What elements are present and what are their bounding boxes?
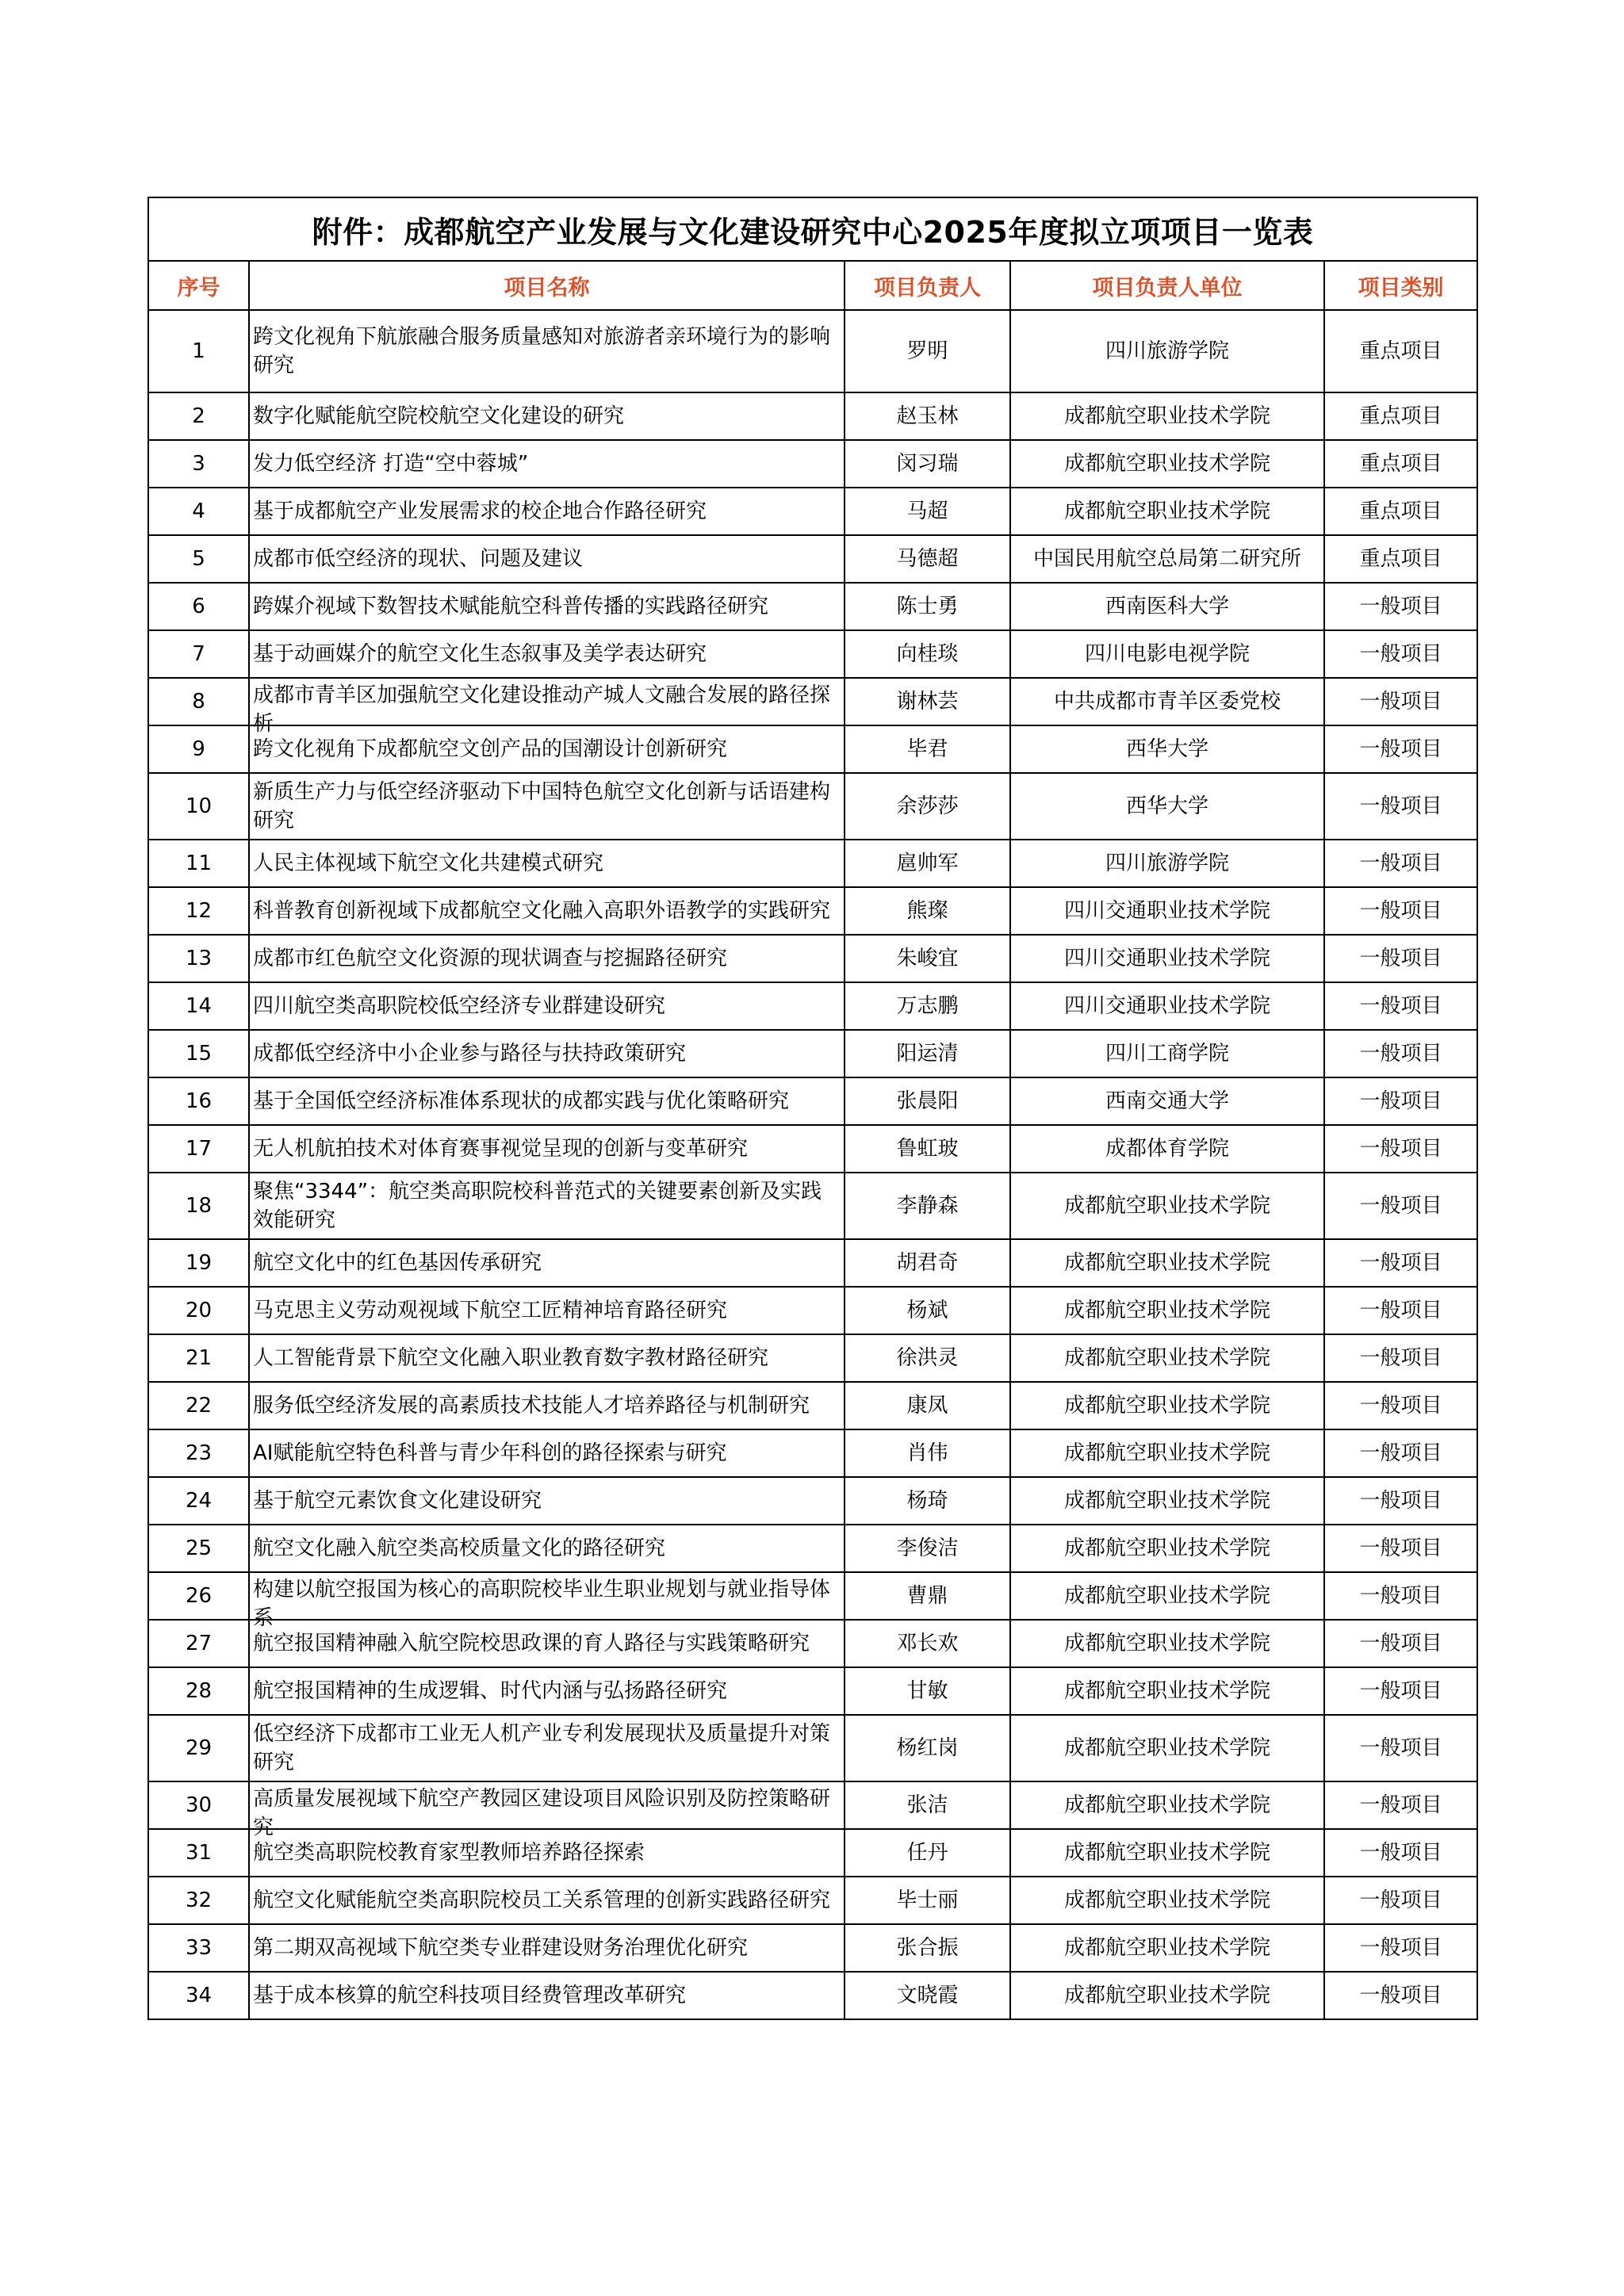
cell-unit: 成都航空职业技术学院 <box>1010 1667 1324 1715</box>
cell-category: 一般项目 <box>1324 1620 1477 1667</box>
cell-project-name <box>249 1334 845 1382</box>
cell-leader: 文晓霞 <box>845 1972 1010 2019</box>
cell-project-name <box>249 1667 845 1715</box>
cell-project-name <box>249 1829 845 1877</box>
cell-category: 一般项目 <box>1324 583 1477 630</box>
table-row <box>148 840 1477 887</box>
cell-project-name <box>249 982 845 1030</box>
cell-no: 25 <box>148 1525 249 1572</box>
project-name-text: 高质量发展视域下航空产教园区建设项目风险识别及防控策略研究 <box>253 1787 831 1839</box>
project-table <box>147 197 1478 2020</box>
cell-unit: 成都航空职业技术学院 <box>1010 1239 1324 1287</box>
cell-category: 一般项目 <box>1324 1924 1477 1972</box>
project-name-text: 基于航空元素饮食文化建设研究 <box>253 1489 542 1513</box>
cell-category: 一般项目 <box>1324 887 1477 935</box>
cell-project-name <box>249 1877 845 1924</box>
cell-category: 一般项目 <box>1324 630 1477 678</box>
project-name-text: 航空文化赋能航空类高职院校员工关系管理的创新实践路径研究 <box>253 1888 831 1912</box>
project-name-text: 发力低空经济 打造“空中蓉城” <box>253 452 529 476</box>
cell-no: 19 <box>148 1239 249 1287</box>
cell-category: 重点项目 <box>1324 392 1477 440</box>
table-row <box>148 1125 1477 1173</box>
cell-project-name <box>249 1477 845 1525</box>
cell-leader: 甘敏 <box>845 1667 1010 1715</box>
cell-leader: 万志鹏 <box>845 982 1010 1030</box>
table-row <box>148 1334 1477 1382</box>
cell-unit: 成都航空职业技术学院 <box>1010 1877 1324 1924</box>
project-name-text: 成都市红色航空文化资源的现状调查与挖掘路径研究 <box>253 947 728 970</box>
cell-no: 30 <box>148 1781 249 1829</box>
cell-leader: 张晨阳 <box>845 1077 1010 1125</box>
cell-category: 一般项目 <box>1324 1877 1477 1924</box>
cell-project-name <box>249 1781 845 1839</box>
cell-leader: 扈帅军 <box>845 840 1010 887</box>
cell-leader: 阳运清 <box>845 1030 1010 1077</box>
cell-unit: 成都航空职业技术学院 <box>1010 1620 1324 1667</box>
cell-unit: 四川旅游学院 <box>1010 840 1324 887</box>
cell-leader: 陈士勇 <box>845 583 1010 630</box>
cell-category: 重点项目 <box>1324 440 1477 488</box>
cell-unit: 成都航空职业技术学院 <box>1010 1525 1324 1572</box>
project-name-text: 成都市低空经济的现状、问题及建议 <box>253 547 584 571</box>
project-name-text: 航空类高职院校教育家型教师培养路径探索 <box>253 1841 645 1865</box>
table-row <box>148 630 1477 678</box>
cell-category: 一般项目 <box>1324 1429 1477 1477</box>
cell-unit: 成都航空职业技术学院 <box>1010 488 1324 535</box>
cell-unit: 成都航空职业技术学院 <box>1010 392 1324 440</box>
project-name-text: 基于成都航空产业发展需求的校企地合作路径研究 <box>253 499 707 523</box>
project-name-text: 低空经济下成都市工业无人机产业专利发展现状及质量提升对策研究 <box>253 1722 831 1774</box>
table-row <box>148 887 1477 935</box>
cell-unit: 成都航空职业技术学院 <box>1010 1781 1324 1829</box>
cell-category: 一般项目 <box>1324 1781 1477 1829</box>
cell-category: 一般项目 <box>1324 1173 1477 1239</box>
project-name-text: 基于动画媒介的航空文化生态叙事及美学表达研究 <box>253 642 707 666</box>
project-name-text: 基于成本核算的航空科技项目经费管理改革研究 <box>253 1984 687 2007</box>
cell-no: 9 <box>148 725 249 773</box>
cell-leader: 熊璨 <box>845 887 1010 935</box>
cell-project-name <box>249 1620 845 1667</box>
project-name-text: 基于全国低空经济标准体系现状的成都实践与优化策略研究 <box>253 1089 790 1113</box>
table-row <box>148 310 1477 392</box>
cell-project-name <box>249 1572 845 1630</box>
cell-unit: 四川旅游学院 <box>1010 310 1324 392</box>
cell-unit: 四川工商学院 <box>1010 1030 1324 1077</box>
project-name-text: 数字化赋能航空院校航空文化建设的研究 <box>253 404 625 428</box>
cell-unit: 成都航空职业技术学院 <box>1010 440 1324 488</box>
cell-project-name <box>249 1077 845 1125</box>
table-row <box>148 392 1477 440</box>
cell-no: 6 <box>148 583 249 630</box>
cell-no: 18 <box>148 1173 249 1239</box>
cell-project-name <box>249 1287 845 1334</box>
cell-unit: 西南交通大学 <box>1010 1077 1324 1125</box>
cell-leader: 曹鼎 <box>845 1572 1010 1620</box>
cell-leader: 谢林芸 <box>845 678 1010 725</box>
cell-project-name <box>249 583 845 630</box>
cell-project-name <box>249 630 845 678</box>
project-list-sheet <box>147 197 1477 2020</box>
cell-leader: 张合振 <box>845 1924 1010 1972</box>
cell-leader: 肖伟 <box>845 1429 1010 1477</box>
project-name-text: 成都市青羊区加强航空文化建设推动产城人文融合发展的路径探析 <box>253 683 831 736</box>
cell-unit: 中国民用航空总局第二研究所 <box>1010 535 1324 583</box>
table-row <box>148 678 1477 725</box>
cell-no: 28 <box>148 1667 249 1715</box>
cell-no: 31 <box>148 1829 249 1877</box>
project-name-text: 人工智能背景下航空文化融入职业教育数字教材路径研究 <box>253 1346 769 1370</box>
cell-category: 重点项目 <box>1324 488 1477 535</box>
col-header-unit: 项目负责人单位 <box>1010 261 1324 310</box>
table-row <box>148 1781 1477 1829</box>
project-name-text: 跨文化视角下成都航空文创产品的国潮设计创新研究 <box>253 737 728 761</box>
cell-project-name <box>249 1924 845 1972</box>
cell-category: 重点项目 <box>1324 310 1477 392</box>
cell-unit: 成都体育学院 <box>1010 1125 1324 1173</box>
cell-leader: 赵玉林 <box>845 392 1010 440</box>
cell-leader: 李静森 <box>845 1173 1010 1239</box>
cell-leader: 任丹 <box>845 1829 1010 1877</box>
cell-no: 15 <box>148 1030 249 1077</box>
table-row <box>148 1287 1477 1334</box>
table-row <box>148 1239 1477 1287</box>
cell-category: 一般项目 <box>1324 1334 1477 1382</box>
cell-unit: 成都航空职业技术学院 <box>1010 1572 1324 1620</box>
cell-no: 4 <box>148 488 249 535</box>
cell-project-name <box>249 1972 845 2019</box>
project-name-text: 人民主体视域下航空文化共建模式研究 <box>253 851 604 875</box>
cell-no: 1 <box>148 310 249 392</box>
table-row <box>148 440 1477 488</box>
cell-unit: 成都航空职业技术学院 <box>1010 1972 1324 2019</box>
cell-project-name <box>249 1125 845 1173</box>
cell-unit: 四川交通职业技术学院 <box>1010 935 1324 982</box>
cell-unit: 成都航空职业技术学院 <box>1010 1924 1324 1972</box>
cell-leader: 胡君奇 <box>845 1239 1010 1287</box>
cell-project-name <box>249 1429 845 1477</box>
cell-unit: 中共成都市青羊区委党校 <box>1010 678 1324 725</box>
cell-category: 一般项目 <box>1324 1572 1477 1620</box>
project-name-text: 跨文化视角下航旅融合服务质量感知对旅游者亲环境行为的影响研究 <box>253 325 831 377</box>
project-name-text: 第二期双高视域下航空类专业群建设财务治理优化研究 <box>253 1936 749 1960</box>
cell-project-name <box>249 725 845 773</box>
table-row <box>148 1924 1477 1972</box>
cell-leader: 徐洪灵 <box>845 1334 1010 1382</box>
cell-no: 34 <box>148 1972 249 2019</box>
project-name-text: 马克思主义劳动观视域下航空工匠精神培育路径研究 <box>253 1299 728 1322</box>
cell-leader: 向桂琰 <box>845 630 1010 678</box>
table-row <box>148 935 1477 982</box>
cell-unit: 成都航空职业技术学院 <box>1010 1429 1324 1477</box>
cell-unit: 成都航空职业技术学院 <box>1010 1173 1324 1239</box>
cell-category: 一般项目 <box>1324 840 1477 887</box>
cell-no: 23 <box>148 1429 249 1477</box>
cell-project-name <box>249 535 845 583</box>
cell-leader: 毕士丽 <box>845 1877 1010 1924</box>
cell-project-name <box>249 1715 845 1781</box>
cell-project-name <box>249 840 845 887</box>
cell-project-name <box>249 773 845 840</box>
cell-project-name <box>249 440 845 488</box>
project-name-text: 科普教育创新视域下成都航空文化融入高职外语教学的实践研究 <box>253 899 831 923</box>
cell-unit: 成都航空职业技术学院 <box>1010 1477 1324 1525</box>
cell-leader: 余莎莎 <box>845 773 1010 840</box>
cell-leader: 闵习瑞 <box>845 440 1010 488</box>
cell-no: 14 <box>148 982 249 1030</box>
cell-no: 22 <box>148 1382 249 1429</box>
cell-no: 33 <box>148 1924 249 1972</box>
header-row <box>148 261 1477 310</box>
table-row <box>148 1077 1477 1125</box>
cell-no: 32 <box>148 1877 249 1924</box>
cell-unit: 西南医科大学 <box>1010 583 1324 630</box>
cell-leader: 毕君 <box>845 725 1010 773</box>
cell-leader: 朱峻宜 <box>845 935 1010 982</box>
table-row <box>148 1173 1477 1239</box>
cell-unit: 四川交通职业技术学院 <box>1010 887 1324 935</box>
cell-unit: 成都航空职业技术学院 <box>1010 1334 1324 1382</box>
table-row <box>148 1972 1477 2019</box>
table-row <box>148 725 1477 773</box>
cell-no: 26 <box>148 1572 249 1620</box>
cell-project-name <box>249 935 845 982</box>
cell-category: 一般项目 <box>1324 1239 1477 1287</box>
cell-project-name <box>249 1030 845 1077</box>
cell-category: 一般项目 <box>1324 1030 1477 1077</box>
project-name-text: 跨媒介视域下数智技术赋能航空科普传播的实践路径研究 <box>253 595 769 618</box>
col-header-category: 项目类别 <box>1324 261 1477 310</box>
project-name-text: 航空文化中的红色基因传承研究 <box>253 1251 542 1275</box>
cell-category: 一般项目 <box>1324 1477 1477 1525</box>
table-row <box>148 1429 1477 1477</box>
cell-project-name <box>249 678 845 736</box>
cell-no: 16 <box>148 1077 249 1125</box>
cell-unit: 成都航空职业技术学院 <box>1010 1715 1324 1781</box>
page-title: 附件：成都航空产业发展与文化建设研究中心2025年度拟立项项目一览表 <box>148 197 1477 261</box>
table-row <box>148 1477 1477 1525</box>
table-row <box>148 1572 1477 1620</box>
cell-project-name <box>249 392 845 440</box>
cell-category: 一般项目 <box>1324 1715 1477 1781</box>
cell-unit: 西华大学 <box>1010 725 1324 773</box>
cell-category: 一般项目 <box>1324 1125 1477 1173</box>
cell-category: 重点项目 <box>1324 535 1477 583</box>
cell-category: 一般项目 <box>1324 982 1477 1030</box>
cell-category: 一般项目 <box>1324 1287 1477 1334</box>
cell-no: 29 <box>148 1715 249 1781</box>
table-row <box>148 535 1477 583</box>
cell-leader: 马超 <box>845 488 1010 535</box>
cell-no: 3 <box>148 440 249 488</box>
cell-category: 一般项目 <box>1324 935 1477 982</box>
cell-project-name <box>249 1525 845 1572</box>
cell-leader: 杨琦 <box>845 1477 1010 1525</box>
cell-no: 12 <box>148 887 249 935</box>
project-name-text: 新质生产力与低空经济驱动下中国特色航空文化创新与话语建构研究 <box>253 780 831 832</box>
table-row <box>148 1525 1477 1572</box>
cell-category: 一般项目 <box>1324 1667 1477 1715</box>
cell-category: 一般项目 <box>1324 678 1477 725</box>
project-name-text: 服务低空经济发展的高素质技术技能人才培养路径与机制研究 <box>253 1394 810 1418</box>
table-row <box>148 773 1477 840</box>
project-name-text: 航空报国精神的生成逻辑、时代内涵与弘扬路径研究 <box>253 1679 728 1703</box>
cell-category: 一般项目 <box>1324 1382 1477 1429</box>
cell-no: 11 <box>148 840 249 887</box>
cell-category: 一般项目 <box>1324 773 1477 840</box>
table-row <box>148 1877 1477 1924</box>
cell-leader: 杨斌 <box>845 1287 1010 1334</box>
cell-no: 24 <box>148 1477 249 1525</box>
cell-no: 17 <box>148 1125 249 1173</box>
cell-no: 20 <box>148 1287 249 1334</box>
cell-leader: 康凤 <box>845 1382 1010 1429</box>
cell-unit: 成都航空职业技术学院 <box>1010 1287 1324 1334</box>
project-name-text: AI赋能航空特色科普与青少年科创的路径探索与研究 <box>253 1441 727 1465</box>
cell-leader: 马德超 <box>845 535 1010 583</box>
cell-unit: 成都航空职业技术学院 <box>1010 1382 1324 1429</box>
project-name-text: 构建以航空报国为核心的高职院校毕业生职业规划与就业指导体系 <box>253 1578 831 1630</box>
cell-project-name <box>249 310 845 392</box>
cell-no: 13 <box>148 935 249 982</box>
cell-unit: 四川电影电视学院 <box>1010 630 1324 678</box>
cell-leader: 鲁虹玻 <box>845 1125 1010 1173</box>
table-row <box>148 1667 1477 1715</box>
cell-unit: 西华大学 <box>1010 773 1324 840</box>
project-name-text: 航空报国精神融入航空院校思政课的育人路径与实践策略研究 <box>253 1632 810 1655</box>
cell-no: 21 <box>148 1334 249 1382</box>
table-row <box>148 1715 1477 1781</box>
cell-project-name <box>249 887 845 935</box>
cell-no: 27 <box>148 1620 249 1667</box>
project-name-text: 无人机航拍技术对体育赛事视觉呈现的创新与变革研究 <box>253 1137 749 1161</box>
cell-project-name <box>249 488 845 535</box>
cell-category: 一般项目 <box>1324 1525 1477 1572</box>
cell-leader: 张洁 <box>845 1781 1010 1829</box>
cell-category: 一般项目 <box>1324 1972 1477 2019</box>
table-row <box>148 1382 1477 1429</box>
project-name-text: 成都低空经济中小企业参与路径与扶持政策研究 <box>253 1042 687 1066</box>
col-header-no: 序号 <box>148 261 249 310</box>
cell-project-name <box>249 1239 845 1287</box>
col-header-name: 项目名称 <box>249 261 845 310</box>
cell-no: 10 <box>148 773 249 840</box>
table-row <box>148 1829 1477 1877</box>
col-header-leader: 项目负责人 <box>845 261 1010 310</box>
cell-category: 一般项目 <box>1324 1829 1477 1877</box>
cell-unit: 四川交通职业技术学院 <box>1010 982 1324 1030</box>
table-row <box>148 1620 1477 1667</box>
cell-unit: 成都航空职业技术学院 <box>1010 1829 1324 1877</box>
cell-project-name <box>249 1173 845 1239</box>
cell-leader: 李俊洁 <box>845 1525 1010 1572</box>
cell-no: 8 <box>148 678 249 725</box>
cell-no: 2 <box>148 392 249 440</box>
table-row <box>148 982 1477 1030</box>
cell-category: 一般项目 <box>1324 725 1477 773</box>
cell-leader: 罗明 <box>845 310 1010 392</box>
table-row <box>148 488 1477 535</box>
project-name-text: 航空文化融入航空类高校质量文化的路径研究 <box>253 1536 666 1560</box>
project-name-text: 四川航空类高职院校低空经济专业群建设研究 <box>253 994 666 1018</box>
cell-leader: 邓长欢 <box>845 1620 1010 1667</box>
cell-project-name <box>249 1382 845 1429</box>
project-name-text: 聚焦“3344”：航空类高职院校科普范式的关键要素创新及实践效能研究 <box>253 1180 822 1232</box>
table-row <box>148 583 1477 630</box>
cell-no: 7 <box>148 630 249 678</box>
table-row <box>148 1030 1477 1077</box>
cell-leader: 杨红岗 <box>845 1715 1010 1781</box>
cell-no: 5 <box>148 535 249 583</box>
cell-category: 一般项目 <box>1324 1077 1477 1125</box>
